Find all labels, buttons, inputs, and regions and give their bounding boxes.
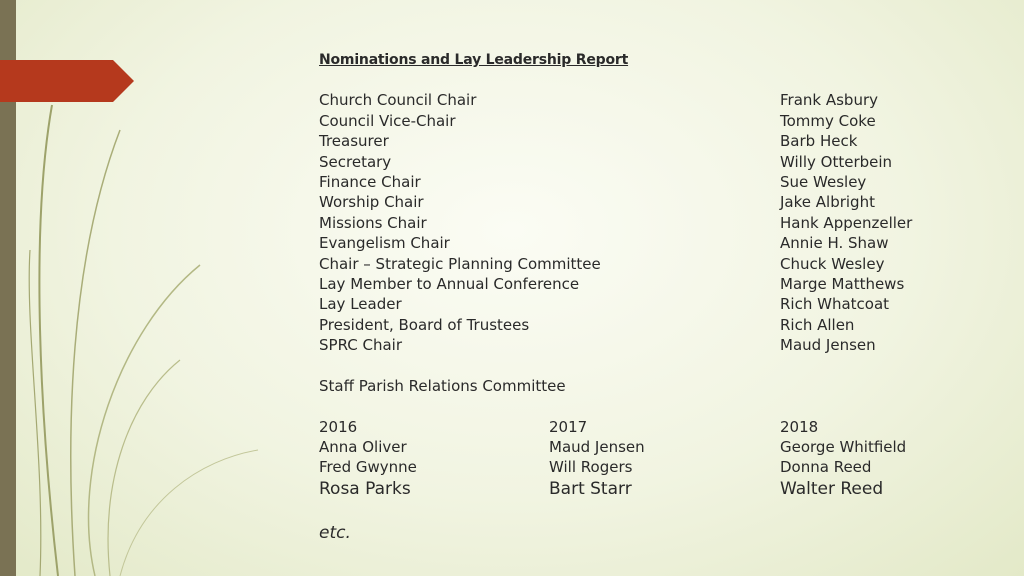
position-row <box>319 90 1009 110</box>
position-row <box>319 192 1009 212</box>
position-role: Missions Chair <box>319 213 427 232</box>
position-name: Sue Wesley <box>780 172 867 191</box>
sprc-member: Bart Starr <box>549 478 632 499</box>
position-role: SPRC Chair <box>319 336 402 355</box>
position-name: Jake Albright <box>780 193 875 212</box>
report-title: Nominations and Lay Leadership Report <box>319 52 629 68</box>
position-name: Rich Allen <box>780 315 855 334</box>
position-name: Hank Appenzeller <box>780 213 913 232</box>
position-row <box>319 111 1009 131</box>
sprc-member: Will Rogers <box>549 458 633 477</box>
sprc-member: Donna Reed <box>780 458 872 477</box>
position-name: Chuck Wesley <box>780 254 885 273</box>
position-row <box>319 233 1009 253</box>
position-row <box>319 213 1009 233</box>
position-name: Willy Otterbein <box>780 152 893 171</box>
sprc-member-row <box>319 437 1009 457</box>
sprc-member: Maud Jensen <box>549 438 645 457</box>
sprc-member-row <box>319 457 1009 477</box>
sprc-member: Walter Reed <box>780 478 884 499</box>
position-name: Frank Asbury <box>780 91 879 110</box>
position-name: Annie H. Shaw <box>780 234 889 253</box>
sprc-member: Fred Gwynne <box>319 458 417 477</box>
title-arrow-shape <box>0 60 134 102</box>
sprc-member: Rosa Parks <box>319 478 411 499</box>
position-row <box>319 254 1009 274</box>
position-name: Barb Heck <box>780 132 858 151</box>
position-row <box>319 315 1009 335</box>
position-name: Tommy Coke <box>780 111 876 130</box>
positions-list <box>319 90 1009 355</box>
position-row <box>319 172 1009 192</box>
etc-note: etc. <box>319 522 351 543</box>
position-row <box>319 274 1009 294</box>
position-role: Lay Leader <box>319 295 402 314</box>
position-name: Maud Jensen <box>780 336 876 355</box>
position-role: Chair – Strategic Planning Committee <box>319 254 601 273</box>
sprc-member-row <box>319 478 1009 500</box>
sprc-heading: Staff Parish Relations Committee <box>319 376 566 395</box>
position-role: Lay Member to Annual Conference <box>319 274 580 293</box>
position-role: Evangelism Chair <box>319 234 450 253</box>
position-row <box>319 335 1009 355</box>
position-role: Treasurer <box>319 132 389 151</box>
sprc-year: 2016 <box>319 417 358 436</box>
position-role: President, Board of Trustees <box>319 315 530 334</box>
position-role: Church Council Chair <box>319 91 477 110</box>
position-row <box>319 294 1009 314</box>
report-content <box>319 50 1009 543</box>
position-row <box>319 152 1009 172</box>
position-role: Worship Chair <box>319 193 424 212</box>
sprc-years-row <box>319 417 1009 437</box>
position-role: Council Vice-Chair <box>319 111 456 130</box>
position-row <box>319 131 1009 151</box>
sprc-member: Anna Oliver <box>319 438 407 457</box>
sprc-year: 2018 <box>780 417 819 436</box>
position-name: Marge Matthews <box>780 274 905 293</box>
sprc-member: George Whitfield <box>780 438 907 457</box>
position-role: Secretary <box>319 152 392 171</box>
position-role: Finance Chair <box>319 172 421 191</box>
position-name: Rich Whatcoat <box>780 295 890 314</box>
sprc-year: 2017 <box>549 417 588 436</box>
